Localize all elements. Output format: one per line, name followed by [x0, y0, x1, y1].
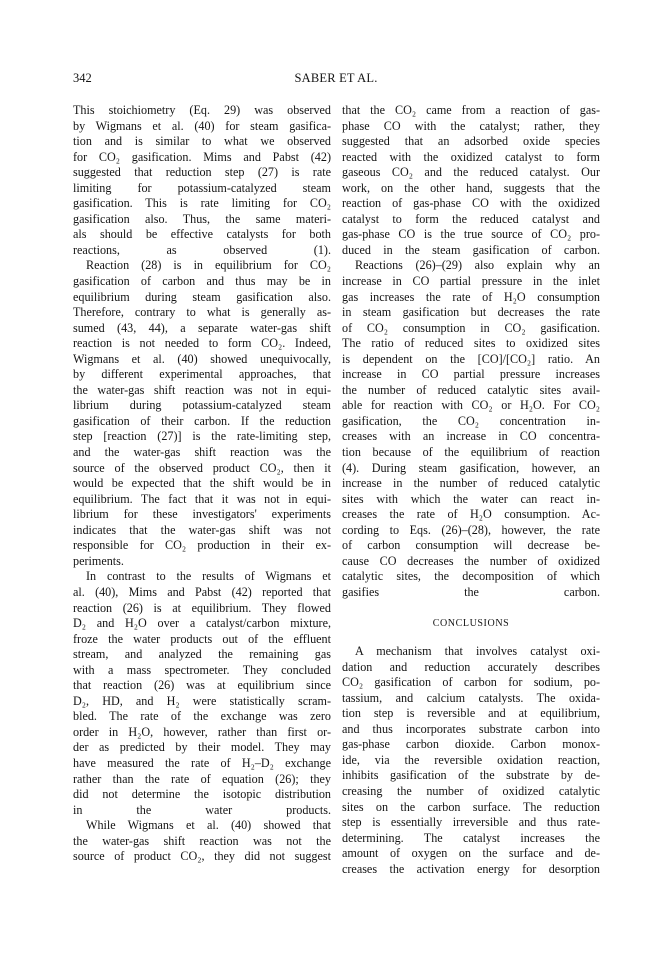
paragraph [342, 258, 600, 600]
text-line: Therefore, contrary to what is generally as- [73, 305, 331, 320]
text-line: the water-gas shift reaction was not the [73, 833, 331, 848]
text-line: and thus incorporates substrate carbon into [342, 721, 600, 736]
text-line: duced in the steam gasification of carbon. [342, 242, 600, 257]
text-line: gasification. This is rate limiting for CO₂ [73, 196, 331, 211]
text-line: equilibrium. The fact that it was not in equi- [73, 491, 331, 506]
text-line: cording to Eqs. (26)–(28), however, the rate [342, 522, 600, 537]
text-line: step [reaction (27)] is the rate-limiting step, [73, 429, 331, 444]
text-line: reaction (26) is at equilibrium. They flowed [73, 600, 331, 615]
text-line: tassium, and calcium catalysts. The oxida- [342, 690, 600, 705]
text-line: determining. The catalyst increases the [342, 830, 600, 845]
text-line: have measured the rate of H₂–D₂ exchange [73, 755, 331, 770]
left-column [73, 103, 331, 865]
text-line: work, on the other hand, suggests that the [342, 180, 600, 195]
text-line: catalyst to form the reduced catalyst and [342, 211, 600, 226]
text-line: inhibits gasification of the substrate by de- [342, 768, 600, 783]
text-line: increase in CO partial pressure increases [342, 367, 600, 382]
text-line: reactions, as observed (1). [73, 242, 331, 257]
text-line: reaction is not needed to form CO₂. Indeed, [73, 336, 331, 351]
section-heading: CONCLUSIONS [432, 617, 510, 629]
text-line: A mechanism that involves catalyst oxi- [355, 644, 600, 659]
text-line: sumed (43, 44), a separate water-gas shift [73, 320, 331, 335]
text-line: Reaction (28) is in equilibrium for CO₂ [86, 258, 331, 273]
text-line: the number of reduced catalytic sites avail- [342, 382, 600, 397]
page-number: 342 [73, 71, 92, 85]
text-line: responsible for CO₂ production in their ex- [73, 538, 331, 553]
text-line: al. (40), Mims and Pabst (42) reported that [73, 584, 331, 599]
paragraph [73, 103, 331, 258]
text-line: would be expected that the shift would be in [73, 476, 331, 491]
text-line: gas increases the rate of H₂O consumption [342, 289, 600, 304]
paragraph [342, 103, 600, 258]
text-line: bled. The rate of the exchange was zero [73, 709, 331, 724]
text-line: by Wigmans et al. (40) for steam gasifica- [73, 118, 331, 133]
paragraph [73, 569, 331, 818]
text-line: suggested that an adsorbed oxide species [342, 134, 600, 149]
text-line: (4). During steam gasification, however, an [342, 460, 600, 475]
text-line: for CO₂ gasification. Mims and Pabst (42) [73, 149, 331, 164]
text-line: gas-phase carbon dioxide. Carbon monox- [342, 737, 600, 752]
text-line: reaction of gas-phase CO with the oxidized [342, 196, 600, 211]
text-line: amount of oxygen on the surface and de- [342, 846, 600, 861]
text-line: dation and reduction accurately describes [342, 659, 600, 674]
text-line: gasifies the carbon. [342, 584, 600, 599]
text-line: of carbon consumption will decrease be- [342, 538, 600, 553]
text-line: gasification, the CO₂ concentration in- [342, 413, 600, 428]
text-line: librium during potassium-catalyzed steam [73, 398, 331, 413]
text-line: that the CO₂ came from a reaction of gas- [342, 103, 600, 117]
text-line: gasification also. Thus, the same materi- [73, 211, 331, 226]
running-head: SABER ET AL. [294, 71, 378, 85]
text-line: did not determine the isotopic distribution [73, 787, 331, 802]
text-line: CO₂ gasification of carbon for sodium, po- [342, 675, 600, 690]
text-line: The ratio of reduced sites to oxidized sites [342, 336, 600, 351]
text-line: is dependent on the [CO]/[CO₂] ratio. An [342, 351, 600, 366]
text-line: creases with an increase in CO concentra- [342, 429, 600, 444]
text-line: in the water products. [73, 802, 331, 817]
text-line: in steam gasification but decreases the rate [342, 305, 600, 320]
text-line: gas-phase CO is the true source of CO₂ pro- [342, 227, 600, 242]
text-line: D₂, HD, and H₂ were statistically scram- [73, 693, 331, 708]
text-line: the water-gas shift reaction was not in equi- [73, 382, 331, 397]
text-line: phase CO with the catalyst; rather, they [342, 118, 600, 133]
text-line: equilibrium during steam gasification also. [73, 289, 331, 304]
text-line: able for reaction with CO₂ or H₂O. For CO₂ [342, 398, 600, 413]
text-line: of CO₂ consumption in CO₂ gasification. [342, 320, 600, 335]
paragraph [342, 644, 600, 877]
page-header [73, 70, 599, 86]
text-line: der as predicted by their model. They may [73, 740, 331, 755]
text-line: creases the rate of H₂O consumption. Ac- [342, 507, 600, 522]
text-line: catalytic sites, the decomposition of which [342, 569, 600, 584]
text-line: rather than the rate of equation (26); they [73, 771, 331, 786]
text-line: Wigmans et al. (40) showed unequivocally, [73, 351, 331, 366]
text-line: increase in CO partial pressure in the inlet [342, 274, 600, 289]
text-line: This stoichiometry (Eq. 29) was observed [73, 103, 331, 117]
text-line: librium for these investigators' experiments [73, 507, 331, 522]
text-line: tion and is similar to what we observed [73, 134, 331, 149]
text-line: tion step is reversible and at equilibrium, [342, 706, 600, 721]
text-line: ide, via the reversible oxidation reaction, [342, 752, 600, 767]
text-line: and the water-gas shift reaction was the [73, 445, 331, 460]
text-line: indicates that the water-gas shift was not [73, 522, 331, 537]
text-line: Reactions (26)–(29) also explain why an [355, 258, 600, 273]
text-line: While Wigmans et al. (40) showed that [86, 818, 331, 833]
text-line: source of product CO₂, they did not suggest [73, 849, 331, 864]
text-line: increase in the number of reduced catalytic [342, 476, 600, 491]
right-column [342, 103, 600, 877]
text-line: gasification of carbon and thus may be in [73, 274, 331, 289]
text-line: als should be effective catalysts for both [73, 227, 331, 242]
text-line: stream, and analyzed the remaining gas [73, 647, 331, 662]
text-line: sites on the carbon surface. The reduction [342, 799, 600, 814]
text-line: froze the water products out of the effluent [73, 631, 331, 646]
text-line: suggested that reduction step (27) is rate [73, 165, 331, 180]
text-line: sites with which the water can react in- [342, 491, 600, 506]
text-line: limiting for potassium-catalyzed steam [73, 180, 331, 195]
text-line: cause CO decreases the number of oxidized [342, 553, 600, 568]
text-line: that reaction (26) was at equilibrium since [73, 678, 331, 693]
text-line: creasing the number of oxidized catalytic [342, 783, 600, 798]
text-line: by different experimental approaches, that [73, 367, 331, 382]
text-line: step is essentially irreversible and thus rate- [342, 815, 600, 830]
text-line: order in H₂O, however, rather than first or- [73, 724, 331, 739]
text-line: periments. [73, 553, 124, 568]
text-line: source of the observed product CO₂, then it [73, 460, 331, 475]
text-line: gasification of their carbon. If the reduction [73, 413, 331, 428]
text-line: gaseous CO₂ and the reduced catalyst. Our [342, 165, 600, 180]
paragraph [73, 258, 331, 569]
paragraph [73, 818, 331, 865]
text-line: reacted with the oxidized catalyst to form [342, 149, 600, 164]
text-line: with a mass spectrometer. They concluded [73, 662, 331, 677]
text-line: creases the activation energy for desorption [342, 861, 600, 876]
text-line: D₂ and H₂O over a catalyst/carbon mixture, [73, 616, 331, 631]
text-line: tion because of the equilibrium of reaction [342, 445, 600, 460]
text-line: In contrast to the results of Wigmans et [86, 569, 331, 584]
